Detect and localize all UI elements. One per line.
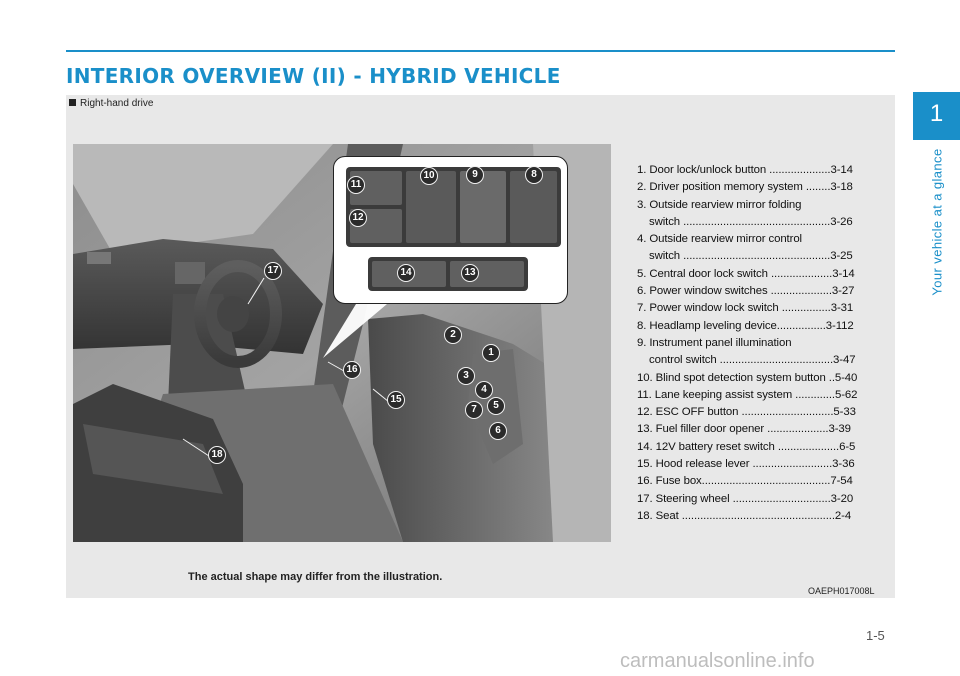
- callout-8: 8: [525, 166, 543, 184]
- callout-3: 3: [457, 367, 475, 385]
- callout-17: 17: [264, 262, 282, 280]
- legend-item: 9. Instrument panel illumination control switch .....................................3-47: [637, 336, 856, 367]
- callout-9: 9: [466, 166, 484, 184]
- page-number: 1-5: [866, 628, 885, 643]
- callout-13: 13: [461, 264, 479, 282]
- legend-item: 15. Hood release lever ..........................3-36: [637, 458, 855, 471]
- legend-item: 17. Steering wheel ................................3-20: [637, 492, 854, 505]
- callout-15: 15: [387, 391, 405, 409]
- legend-item: 10. Blind spot detection system button ..5-40: [637, 371, 858, 384]
- legend-item: 1. Door lock/unlock button ....................3-14: [637, 164, 853, 176]
- illustration-caption: The actual shape may differ from the illustration.: [188, 571, 443, 583]
- callout-1: 1: [482, 344, 500, 362]
- legend-item: 14. 12V battery reset switch ....................6-5: [637, 440, 856, 453]
- legend-item: 6. Power window switches ....................3-27: [637, 285, 855, 298]
- watermark: carmanualsonline.info: [620, 650, 815, 672]
- component-legend: [637, 162, 887, 525]
- legend-item: 8. Headlamp leveling device................3-112: [637, 319, 854, 332]
- legend-item: 16. Fuse box..........................................7-54: [637, 475, 853, 488]
- square-bullet-icon: [69, 99, 76, 106]
- legend-item: 11. Lane keeping assist system .............5-62: [637, 388, 858, 401]
- callout-16: 16: [343, 361, 361, 379]
- chapter-number: 1: [929, 100, 944, 127]
- callout-18: 18: [208, 446, 226, 464]
- callout-5: 5: [487, 397, 505, 415]
- drive-note: [69, 98, 153, 109]
- callout-11: 11: [347, 176, 365, 194]
- legend-item: 2. Driver position memory system ........3-18: [637, 181, 853, 194]
- legend-item: 13. Fuel filler door opener ....................3-39: [637, 423, 851, 436]
- drive-note-text: Right-hand drive: [80, 98, 154, 109]
- switch-bank-lower: [368, 257, 528, 291]
- page-title: INTERIOR OVERVIEW (II) - HYBRID VEHICLE: [66, 64, 561, 88]
- legend-item: 12. ESC OFF button ..............................5-33: [637, 406, 856, 419]
- callout-2: 2: [444, 326, 462, 344]
- image-code: OAEPH017008L: [808, 586, 875, 596]
- callout-6: 6: [489, 422, 507, 440]
- illumination-control-switch: [460, 171, 506, 243]
- callout-14: 14: [397, 264, 415, 282]
- chapter-title: Your vehicle at a glance: [929, 148, 945, 296]
- callout-7: 7: [465, 401, 483, 419]
- legend-item: 7. Power window lock switch ................3-31: [637, 302, 854, 315]
- legend-item: 18. Seat ..................................................2-4: [637, 509, 852, 522]
- legend-item: 3. Outside rearview mirror folding switch ................................................3-26: [637, 198, 853, 228]
- legend-item: 4. Outside rearview mirror control switch ................................................3-25: [637, 233, 853, 263]
- callout-10: 10: [420, 167, 438, 185]
- legend-item: 5. Central door lock switch ....................3-14: [637, 267, 855, 280]
- callout-12: 12: [349, 209, 367, 227]
- top-rule: [66, 50, 895, 52]
- callout-4: 4: [475, 381, 493, 399]
